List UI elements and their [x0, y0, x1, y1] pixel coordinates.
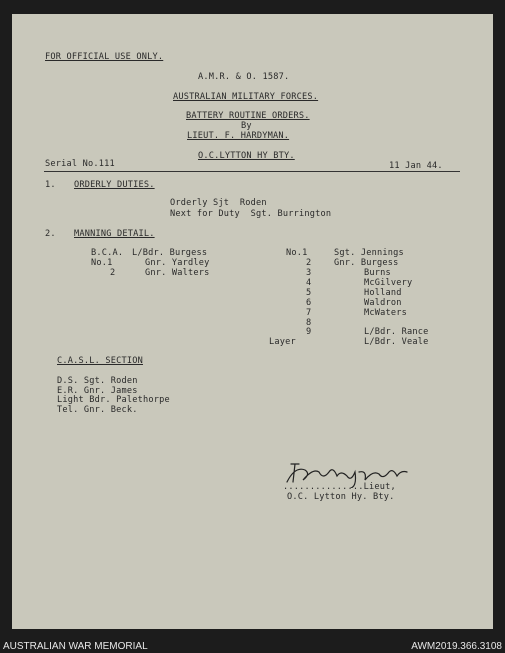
right-name: Waldron — [364, 298, 402, 308]
right-name: L/Bdr. Rance — [364, 327, 429, 337]
serial-number: Serial No.111 — [45, 159, 115, 169]
right-name: McWaters — [364, 308, 407, 318]
casl-line: E.R. Gnr. James — [57, 386, 138, 396]
right-name: Holland — [364, 288, 402, 298]
casl-line: Tel. Gnr. Beck. — [57, 405, 138, 415]
signature-line: ...............Lieut, — [283, 482, 396, 492]
right-post: 7 — [306, 308, 312, 318]
right-post: 8 — [306, 318, 312, 328]
order-date: 11 Jan 44. — [389, 161, 443, 171]
classification-label: FOR OFFICIAL USE ONLY. — [45, 52, 164, 62]
signatory-title: O.C. Lytton Hy. Bty. — [287, 492, 395, 502]
left-post: No.1 — [91, 258, 113, 268]
footer-reference: AWM2019.366.3108 — [411, 641, 502, 652]
document-title: BATTERY ROUTINE ORDERS. — [186, 111, 310, 121]
document-page — [12, 14, 493, 629]
author-name: LIEUT. F. HARDYMAN. — [187, 131, 290, 141]
left-name: Gnr. Yardley — [145, 258, 210, 268]
section-1-number: 1. — [45, 180, 56, 190]
right-name: McGilvery — [364, 278, 413, 288]
left-post: B.C.A. — [91, 248, 124, 258]
right-name: L/Bdr. Veale — [364, 337, 429, 347]
section-2-number: 2. — [45, 229, 56, 239]
right-post: 3 — [306, 268, 312, 278]
right-post: 5 — [306, 288, 312, 298]
force-name: AUSTRALIAN MILITARY FORCES. — [173, 92, 319, 102]
unit-name: O.C.LYTTON HY BTY. — [198, 151, 295, 161]
left-post: 2 — [110, 268, 116, 278]
header-divider — [44, 171, 460, 172]
right-name: Burns — [364, 268, 391, 278]
footer-institution: AUSTRALIAN WAR MEMORIAL — [3, 641, 148, 652]
by-label: By — [241, 121, 252, 131]
casl-heading: C.A.S.L. SECTION — [57, 356, 143, 366]
right-name: Sgt. Jennings — [334, 248, 404, 258]
section-1-heading: ORDERLY DUTIES. — [74, 180, 155, 190]
right-post: Layer — [269, 337, 296, 347]
right-name: Gnr. Burgess — [334, 258, 399, 268]
next-for-duty-line: Next for Duty Sgt. Burrington — [170, 209, 332, 219]
left-name: L/Bdr. Burgess — [132, 248, 208, 258]
right-post: 2 — [306, 258, 312, 268]
orderly-sjt-line: Orderly Sjt Roden — [170, 198, 267, 208]
casl-line: Light Bdr. Palethorpe — [57, 395, 170, 405]
right-post: 4 — [306, 278, 312, 288]
right-post: 6 — [306, 298, 312, 308]
right-post: No.1 — [286, 248, 308, 258]
right-post: 9 — [306, 327, 312, 337]
section-2-heading: MANNING DETAIL. — [74, 229, 155, 239]
left-name: Gnr. Walters — [145, 268, 210, 278]
order-reference: A.M.R. & O. 1587. — [198, 72, 290, 82]
casl-line: D.S. Sgt. Roden — [57, 376, 138, 386]
